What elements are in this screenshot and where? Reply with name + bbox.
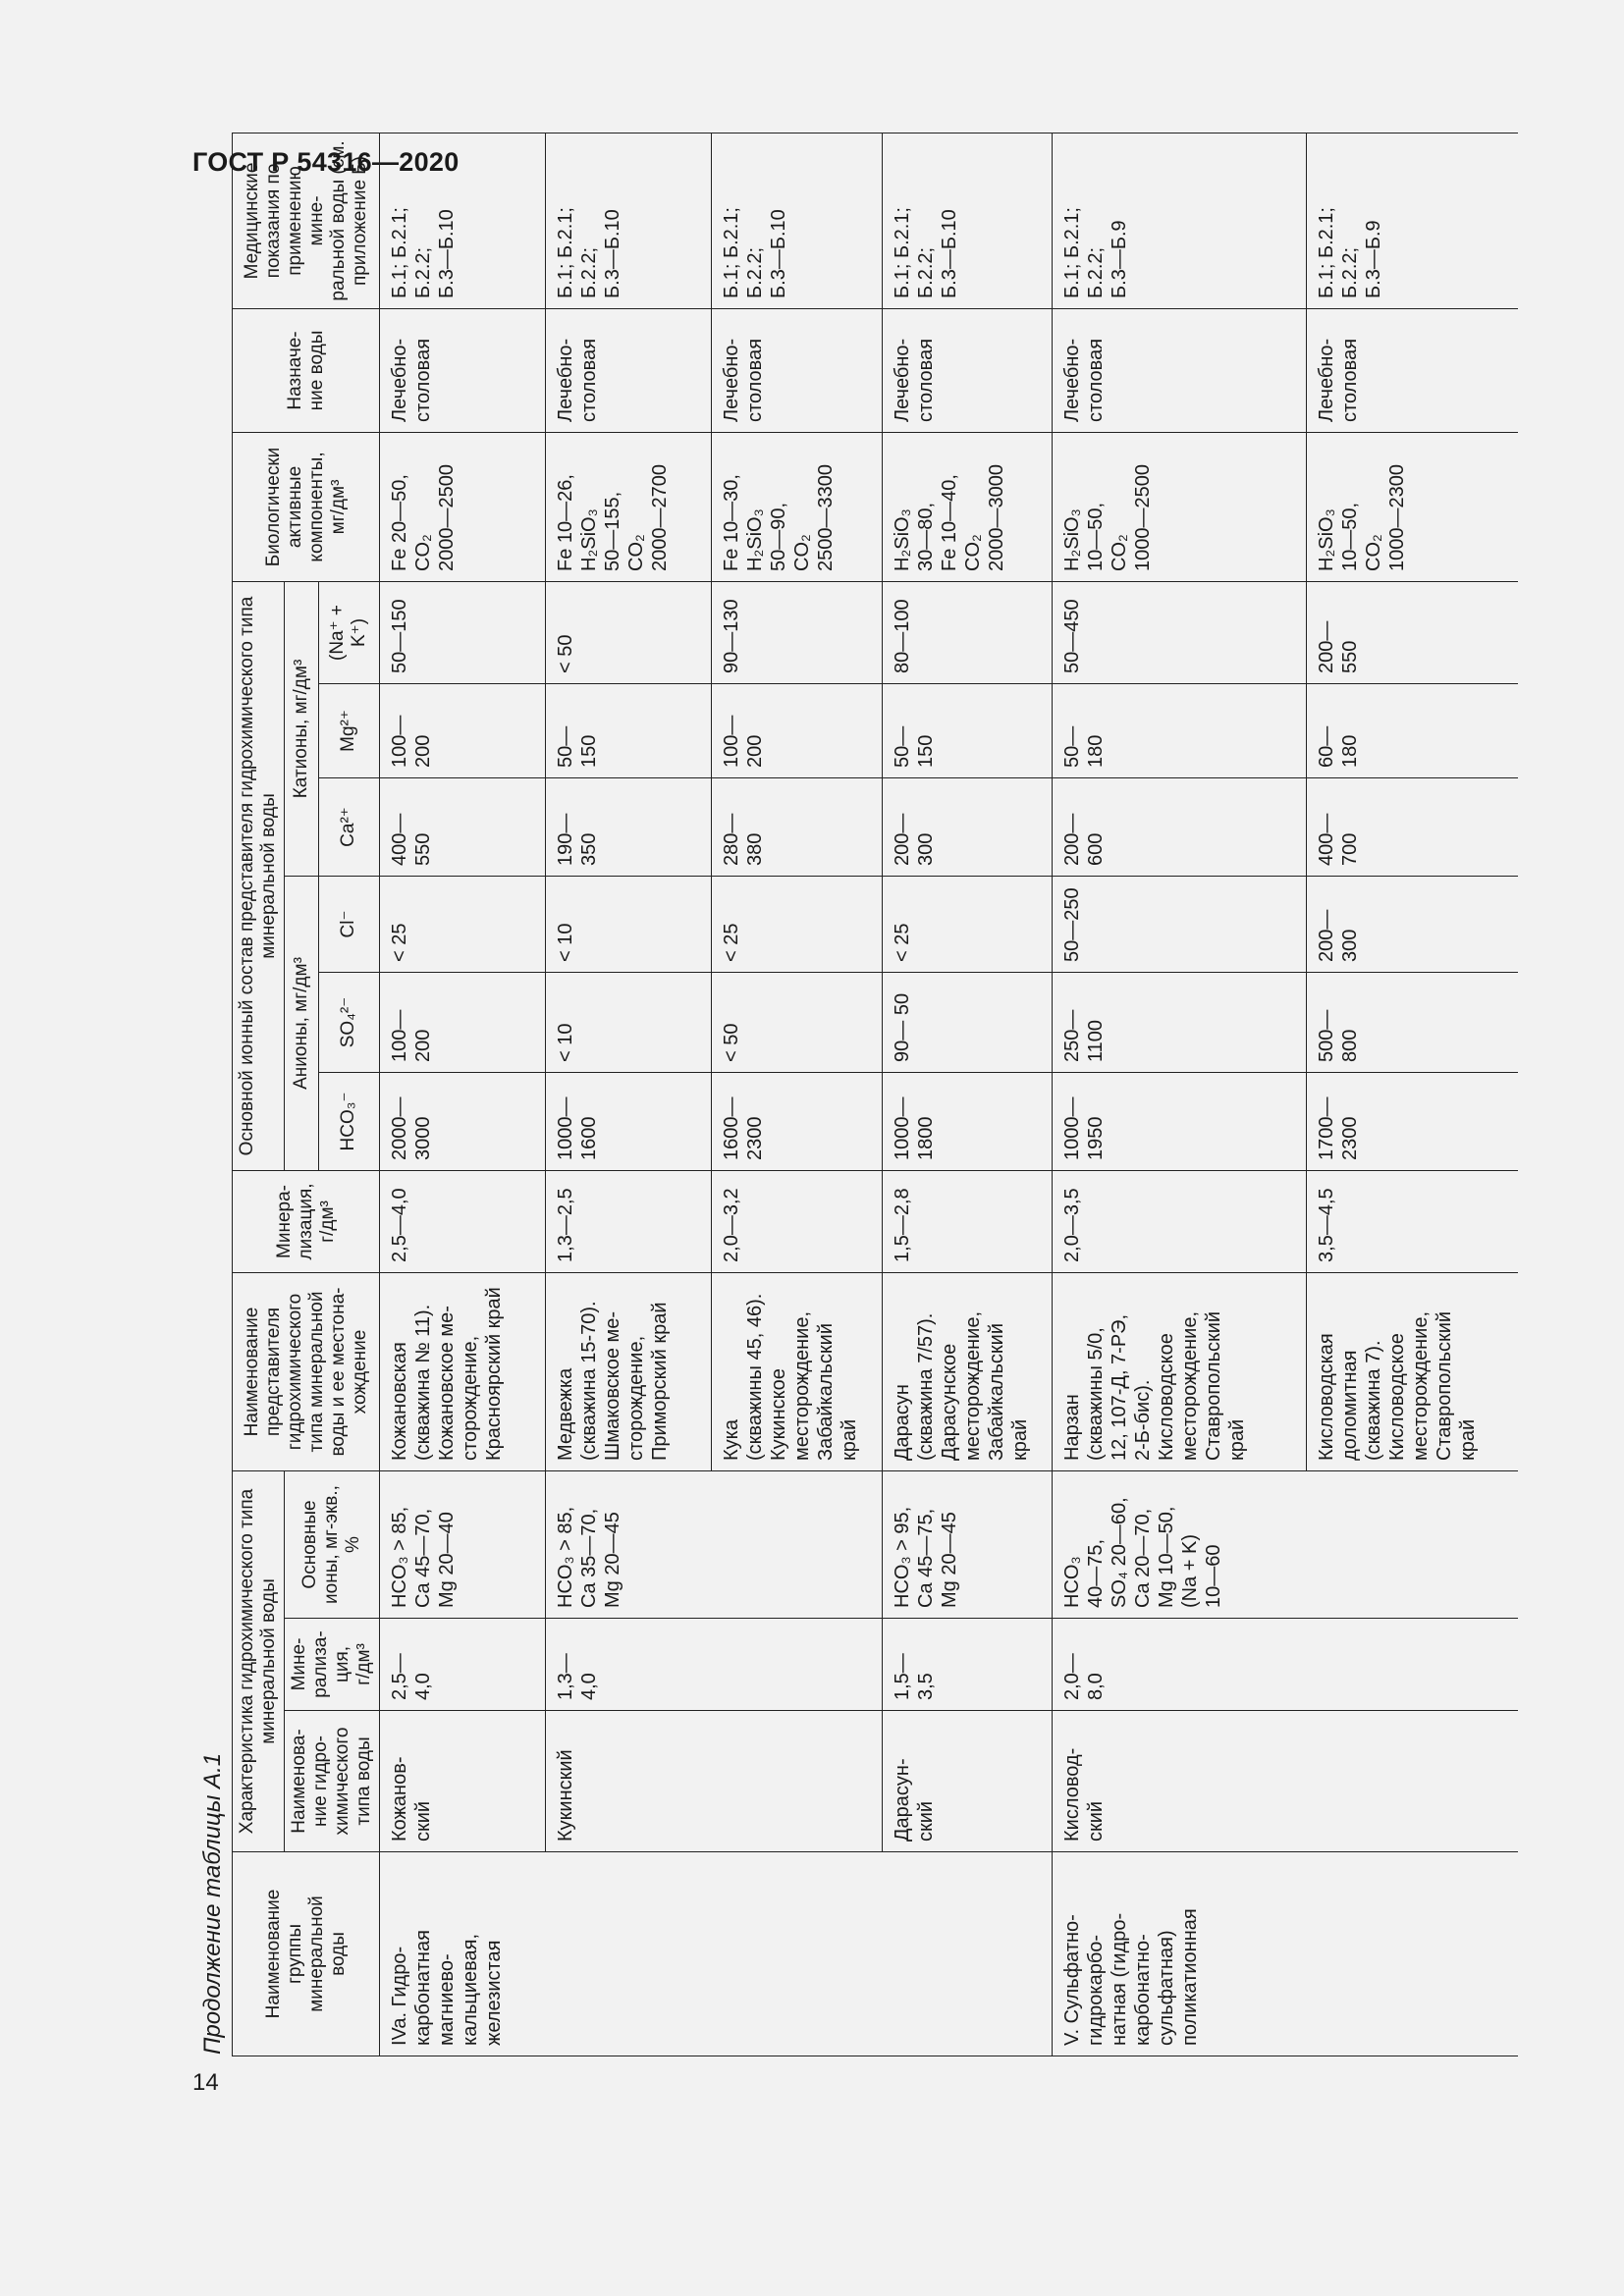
header-anions: Анионы, мг/дм³: [285, 876, 319, 1170]
representative-cell: Медвежка (скважина 15-70). Шмаковское ме- сторождение, Приморский край: [546, 1272, 712, 1470]
header-medical: Медицинские показания по применению мине- ральной воды (см. приложение Б): [233, 133, 380, 308]
header-purpose: Назначе- ние воды: [233, 308, 380, 432]
so4-cell: 90— 50: [882, 972, 1052, 1072]
representative-cell: Кука (скважины 45, 46). Кукинское месторождение, Забайкальский край: [712, 1272, 882, 1470]
type-mineralization-cell: 1,5—3,5: [882, 1619, 1052, 1711]
mineralization-cell: 1,3—2,5: [546, 1170, 712, 1272]
mg-cell: 50—150: [882, 683, 1052, 777]
hco3-cell: 1000— 1800: [882, 1072, 1052, 1170]
header-characteristic: Характеристика гидрохимического типа минеральной воды: [233, 1470, 285, 1851]
medical-cell: Б.1; Б.2.1; Б.2.2; Б.3—Б.10: [380, 133, 546, 308]
bio-cell: H₂SiO₃ 30—80, Fe 10—40, CO₂ 2000—3000: [882, 432, 1052, 581]
hco3-cell: 1600— 2300: [712, 1072, 882, 1170]
purpose-cell: Лечебно- столовая: [380, 308, 546, 432]
cl-cell: < 25: [380, 876, 546, 972]
header-nak: (Na⁺ + K⁺): [318, 581, 379, 683]
bio-cell: Fe 10—30, H₂SiO₃ 50—90, CO₂ 2500—3300: [712, 432, 882, 581]
cl-cell: < 10: [546, 876, 712, 972]
mg-cell: 50—150: [546, 683, 712, 777]
header-cl: Cl⁻: [318, 876, 379, 972]
nak-cell: 200— 550: [1306, 581, 1518, 683]
medical-cell: Б.1; Б.2.1; Б.2.2; Б.3—Б.9: [1053, 133, 1307, 308]
ca-cell: 400— 700: [1306, 777, 1518, 876]
so4-cell: 500— 800: [1306, 972, 1518, 1072]
header-mg: Mg²⁺: [318, 683, 379, 777]
purpose-cell: Лечебно- столовая: [1053, 308, 1307, 432]
bio-cell: Fe 20—50, CO₂ 2000—2500: [380, 432, 546, 581]
group-name-cell: IVa. Гидро- карбонатная магниево- кальциевая, железистая: [380, 1852, 1053, 2056]
purpose-cell: Лечебно- столовая: [882, 308, 1052, 432]
hco3-cell: 2000— 3000: [380, 1072, 546, 1170]
table-caption: Продолжение таблицы А.1: [199, 1752, 226, 2055]
cl-cell: 50—250: [1053, 876, 1307, 972]
page-number: 14: [192, 2069, 219, 2096]
mg-cell: 60—180: [1306, 683, 1518, 777]
cl-cell: < 25: [882, 876, 1052, 972]
bio-cell: H₂SiO₃ 10—50, CO₂ 1000—2500: [1053, 432, 1307, 581]
nak-cell: 50—450: [1053, 581, 1307, 683]
main-ions-cell: HCO₃ 40—75, SO₄ 20—60, Ca 20—70, Mg 10—50, (Na + K) 10—60: [1053, 1470, 1518, 1618]
mineralization-cell: 3,5—4,5: [1306, 1170, 1518, 1272]
type-mineralization-cell: 2,5—4,0: [380, 1619, 546, 1711]
medical-cell: Б.1; Б.2.1; Б.2.2; Б.3—Б.10: [546, 133, 712, 308]
bio-cell: H₂SiO₃ 10—50, CO₂ 1000—2300: [1306, 432, 1518, 581]
type-name-cell: Кукинский: [546, 1711, 883, 1852]
representative-cell: Дарасун (скважина 7/57). Дарасунское месторождение, Забайкальский край: [882, 1272, 1052, 1470]
type-name-cell: Кисловод- ский: [1053, 1711, 1518, 1852]
nak-cell: 50—150: [380, 581, 546, 683]
hco3-cell: 1000— 1950: [1053, 1072, 1307, 1170]
type-mineralization-cell: 2,0—8,0: [1053, 1619, 1518, 1711]
header-bio-components: Биологически активные компоненты, мг/дм³: [233, 432, 380, 581]
mg-cell: 100— 200: [712, 683, 882, 777]
medical-cell: Б.1; Б.2.1; Б.2.2; Б.3—Б.10: [882, 133, 1052, 308]
medical-cell: Б.1; Б.2.1; Б.2.2; Б.3—Б.9: [1306, 133, 1518, 308]
ca-cell: 200— 300: [882, 777, 1052, 876]
hco3-cell: 1700— 2300: [1306, 1072, 1518, 1170]
purpose-cell: Лечебно- столовая: [546, 308, 712, 432]
mg-cell: 50—180: [1053, 683, 1307, 777]
bio-cell: Fe 10—26, H₂SiO₃ 50—155, CO₂ 2000—2700: [546, 432, 712, 581]
type-mineralization-cell: 1,3—4,0: [546, 1619, 883, 1711]
nak-cell: < 50: [546, 581, 712, 683]
header-so4: SO₄²⁻: [318, 972, 379, 1072]
medical-cell: Б.1; Б.2.1; Б.2.2; Б.3—Б.10: [712, 133, 882, 308]
header-type-mineralization: Мине- рализа- ция, г/дм³: [285, 1619, 380, 1711]
header-mineralization: Минера- лизация, г/дм³: [233, 1170, 380, 1272]
nak-cell: 90—130: [712, 581, 882, 683]
mg-cell: 100— 200: [380, 683, 546, 777]
purpose-cell: Лечебно- столовая: [712, 308, 882, 432]
mineralization-cell: 1,5—2,8: [882, 1170, 1052, 1272]
so4-cell: < 50: [712, 972, 882, 1072]
hco3-cell: 1000— 1600: [546, 1072, 712, 1170]
ca-cell: 280— 380: [712, 777, 882, 876]
mineral-water-table: [232, 133, 1518, 2056]
purpose-cell: Лечебно- столовая: [1306, 308, 1518, 432]
main-ions-cell: HCO₃ > 85, Ca 35—70, Mg 20—45: [546, 1470, 883, 1618]
mineralization-cell: 2,0—3,2: [712, 1170, 882, 1272]
ca-cell: 400— 550: [380, 777, 546, 876]
cl-cell: 200— 300: [1306, 876, 1518, 972]
ca-cell: 200— 600: [1053, 777, 1307, 876]
header-main-ions: Основные ионы, мг-экв., %: [285, 1470, 380, 1618]
header-group-name: Наименование группы минеральной воды: [233, 1852, 380, 2056]
header-cations: Катионы, мг/дм³: [285, 581, 319, 876]
representative-cell: Кисловодская доломитная (скважина 7). Кисловодское месторождение, Ставропольский край: [1306, 1272, 1518, 1470]
representative-cell: Кожановская (скважина № 11). Кожановское ме- сторождение, Красноярский край: [380, 1272, 546, 1470]
mineralization-cell: 2,5—4,0: [380, 1170, 546, 1272]
nak-cell: 80—100: [882, 581, 1052, 683]
cl-cell: < 25: [712, 876, 882, 972]
mineralization-cell: 2,0—3,5: [1053, 1170, 1307, 1272]
header-ca: Ca²⁺: [318, 777, 379, 876]
type-name-cell: Дарасун- ский: [882, 1711, 1052, 1852]
main-ions-cell: HCO₃ > 95, Ca 45—75, Mg 20—45: [882, 1470, 1052, 1618]
so4-cell: < 10: [546, 972, 712, 1072]
so4-cell: 250— 1100: [1053, 972, 1307, 1072]
header-ion-composition: Основной ионный состав представителя гидрохимического типа минеральной воды: [233, 581, 285, 1170]
main-ions-cell: HCO₃ > 85, Ca 45—70, Mg 20—40: [380, 1470, 546, 1618]
header-representative: Наименование представителя гидрохимического типа минеральной воды и ее местона- хождение: [233, 1272, 380, 1470]
header-hco3: HCO₃⁻: [318, 1072, 379, 1170]
document-header: ГОСТ Р 54316—2020: [192, 147, 460, 177]
group-name-cell: V. Сульфатно- гидрокарбо- натная (гидро- карбонатно- сульфатная) поликатионная: [1053, 1852, 1518, 2056]
so4-cell: 100— 200: [380, 972, 546, 1072]
representative-cell: Нарзан (скважины 5/0, 12, 107-Д, 7-РЭ, 2-Б-бис). Кисловодское месторождение, Ставропольский край: [1053, 1272, 1307, 1470]
ca-cell: 190— 350: [546, 777, 712, 876]
type-name-cell: Кожанов- ский: [380, 1711, 546, 1852]
header-type-name: Наименова- ние гидро- химического типа воды: [285, 1711, 380, 1852]
